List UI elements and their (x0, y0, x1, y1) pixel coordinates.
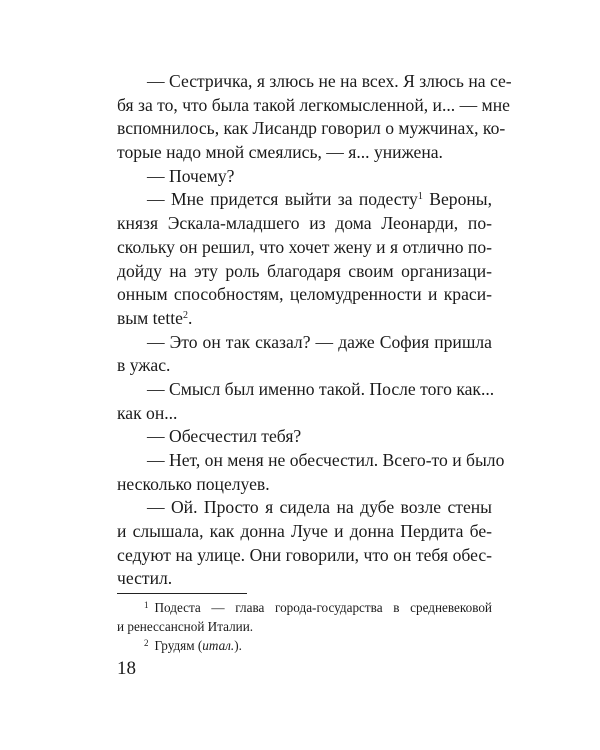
text-fragment: вым tette (117, 307, 183, 328)
footnote-divider (117, 593, 247, 594)
text-line: седуют на улице. Они говорили, что он тебя обес- (117, 544, 492, 565)
footnote-1 (117, 598, 492, 617)
footnote-ref-2[interactable]: 2 (182, 309, 188, 321)
text-fragment: Вероны, (422, 189, 492, 210)
text-line: — Это он так сказал? — даже София пришла (147, 331, 492, 352)
main-text (117, 70, 512, 591)
footnote-text: Подеста — глава города-государства в средневековой (154, 600, 492, 615)
text-line: честил. (117, 568, 173, 589)
text-line: бя за то, что была такой легкомысленной, и... — мне (117, 94, 510, 115)
text-fragment: — Мне придется выйти за подесту (147, 189, 418, 210)
page-number: 18 (117, 658, 136, 679)
text-line: — Сестричка, я злюсь не на всех. Я злюсь на се- (147, 71, 512, 91)
footnote-text: Грудям ( (154, 638, 203, 653)
footnote-2 (117, 636, 492, 655)
footnote-number: 2 (144, 638, 149, 648)
text-line: дойду на эту роль благодаря своим организаци- (117, 260, 492, 281)
text-line (117, 188, 492, 212)
text-line (117, 307, 492, 331)
footnote-number: 1 (144, 600, 149, 610)
text-line: — Почему? (147, 165, 235, 186)
text-line: — Ой. Просто я сидела на дубе возле стены (147, 497, 492, 518)
text-line: и слышала, как донна Луче и донна Пердита бе- (117, 521, 492, 542)
text-line: онным способностям, целомудренности и краси- (117, 284, 492, 305)
footnote-text: ). (234, 638, 242, 653)
footnote-ref-1[interactable]: 1 (417, 191, 423, 203)
text-line: вспомнилось, как Лисандр говорил о мужчинах, ко- (117, 118, 506, 139)
text-line: как он... (117, 402, 178, 423)
text-line: — Смысл был именно такой. После того как... (147, 378, 495, 399)
text-line: — Обесчестил тебя? (147, 426, 302, 447)
text-line: — Нет, он меня не обесчестил. Всего-то и было (147, 450, 505, 470)
text-line: скольку он решил, что хочет жену и я отлично по- (117, 236, 492, 257)
text-line: торые надо мной смеялись, — я... унижена. (117, 142, 443, 163)
text-line: князя Эскала-младшего из дома Леонарди, по- (117, 213, 492, 234)
footnote-italic-text: итал. (202, 638, 235, 653)
text-fragment: . (187, 307, 193, 328)
footnotes (117, 598, 492, 655)
footnote-1-continued: и ренессансной Италии. (117, 619, 254, 634)
text-line: в ужас. (117, 355, 171, 376)
text-line: несколько поцелуев. (117, 473, 270, 494)
